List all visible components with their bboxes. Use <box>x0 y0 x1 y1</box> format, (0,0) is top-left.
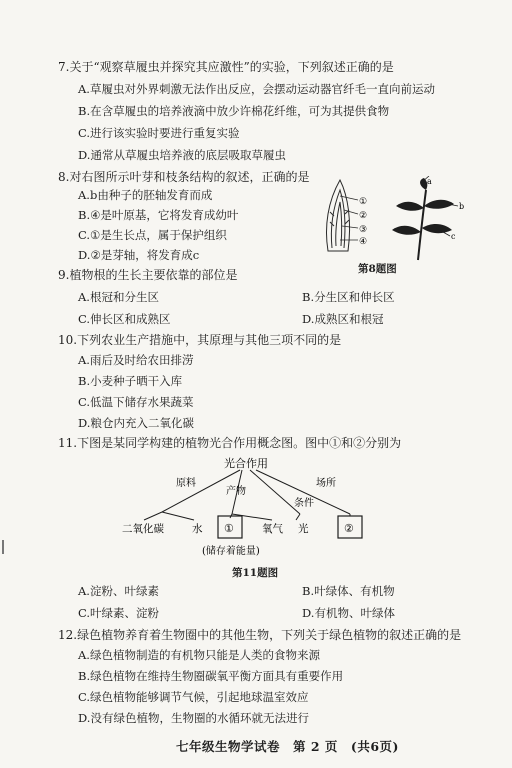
concept-branch-place: 场所 <box>316 478 336 489</box>
concept-branch-product: 产物 <box>226 486 246 497</box>
q12-option-d: D.没有绿色植物，生物圈的水循环就无法进行 <box>78 711 309 725</box>
q8-stem: 8.对右图所示叶芽和枝条结构的叙述，正确的是 <box>58 170 310 184</box>
q10-option-c: C.低温下储存水果蔬菜 <box>78 395 194 409</box>
q7-option-b: B.在含草履虫的培养液滴中放少许棉花纤维，可为其提供食物 <box>78 104 390 118</box>
concept-note: (储存着能量) <box>202 546 260 557</box>
binding-edge-mark <box>2 540 7 554</box>
bud-label-1: ① <box>359 197 368 207</box>
q11-concept-map <box>120 454 390 564</box>
bud-label-2: ② <box>359 211 368 221</box>
q11-option-d: D.有机物、叶绿体 <box>302 606 395 620</box>
q10-stem: 10.下列农业生产措施中，其原理与其他三项不同的是 <box>58 333 342 347</box>
q8-option-a: A.b由种子的胚轴发育而成 <box>78 188 213 202</box>
q12-option-a: A.绿色植物制造的有机物只能是人类的食物来源 <box>78 648 320 662</box>
concept-raw-co2: 二氧化碳 <box>122 523 164 535</box>
q9-option-a: A.根冠和分生区 <box>78 290 159 304</box>
concept-branch-raw: 原料 <box>176 478 196 489</box>
q12-stem: 12.绿色植物养育着生物圈中的其他生物，下列关于绿色植物的叙述正确的是 <box>58 628 462 642</box>
q11-caption: 第11题图 <box>232 567 279 579</box>
q11-option-b: B.叶绿体、有机物 <box>302 584 395 598</box>
branch-label-c: c <box>451 232 456 241</box>
q8-figure <box>318 176 468 268</box>
q11-stem: 11.下图是某同学构建的植物光合作用概念图。图中①和②分别为 <box>58 436 402 450</box>
bud-label-4: ④ <box>359 237 368 247</box>
q9-stem: 9.植物根的生长主要依靠的部位是 <box>58 268 238 282</box>
page-footer: 七年级生物学试卷 第 2 页 (共6页) <box>176 739 399 754</box>
q7-option-c: C.进行该实验时要进行重复实验 <box>78 126 240 140</box>
branch-label-b: b <box>459 202 465 211</box>
q7-stem: 7.关于“观察草履虫并探究其应激性”的实验，下列叙述正确的是 <box>58 60 394 74</box>
q12-option-c: C.绿色植物能够调节气候，引起地球温室效应 <box>78 690 309 704</box>
q8-option-d: D.②是芽轴，将发育成c <box>78 248 200 262</box>
q11-option-a: A.淀粉、叶绿素 <box>78 584 159 598</box>
q8-option-b: B.④是叶原基，它将发育成幼叶 <box>78 208 239 222</box>
concept-branch-condition: 条件 <box>294 498 314 509</box>
concept-place-2: ② <box>344 522 354 535</box>
q12-option-b: B.绿色植物在维持生物圈碳氧平衡方面具有重要作用 <box>78 669 344 683</box>
q11-option-c: C.叶绿素、淀粉 <box>78 606 160 620</box>
concept-condition-light: 光 <box>298 523 309 535</box>
q10-option-d: D.粮仓内充入二氧化碳 <box>78 416 194 430</box>
concept-raw-water: 水 <box>192 523 203 535</box>
q9-option-d: D.成熟区和根冠 <box>302 312 384 326</box>
bud-label-3: ③ <box>359 225 368 235</box>
q7-option-d: D.通常从草履虫培养液的底层吸取草履虫 <box>78 148 286 162</box>
concept-product-oxygen: 氧气 <box>262 523 283 535</box>
q8-caption: 第8题图 <box>358 263 397 275</box>
branch-drawing <box>392 176 458 260</box>
concept-product-1: ① <box>224 522 234 535</box>
q10-option-a: A.雨后及时给农田排涝 <box>78 353 194 367</box>
branch-label-a: a <box>427 177 432 186</box>
concept-root: 光合作用 <box>224 457 268 470</box>
q9-option-c: C.伸长区和成熟区 <box>78 312 171 326</box>
q10-option-b: B.小麦种子晒干入库 <box>78 374 183 388</box>
q8-option-c: C.①是生长点，属于保护组织 <box>78 228 227 242</box>
q9-option-b: B.分生区和伸长区 <box>302 290 395 304</box>
q7-option-a: A.草履虫对外界刺激无法作出反应，会摆动运动器官纤毛一直向前运动 <box>78 82 435 96</box>
